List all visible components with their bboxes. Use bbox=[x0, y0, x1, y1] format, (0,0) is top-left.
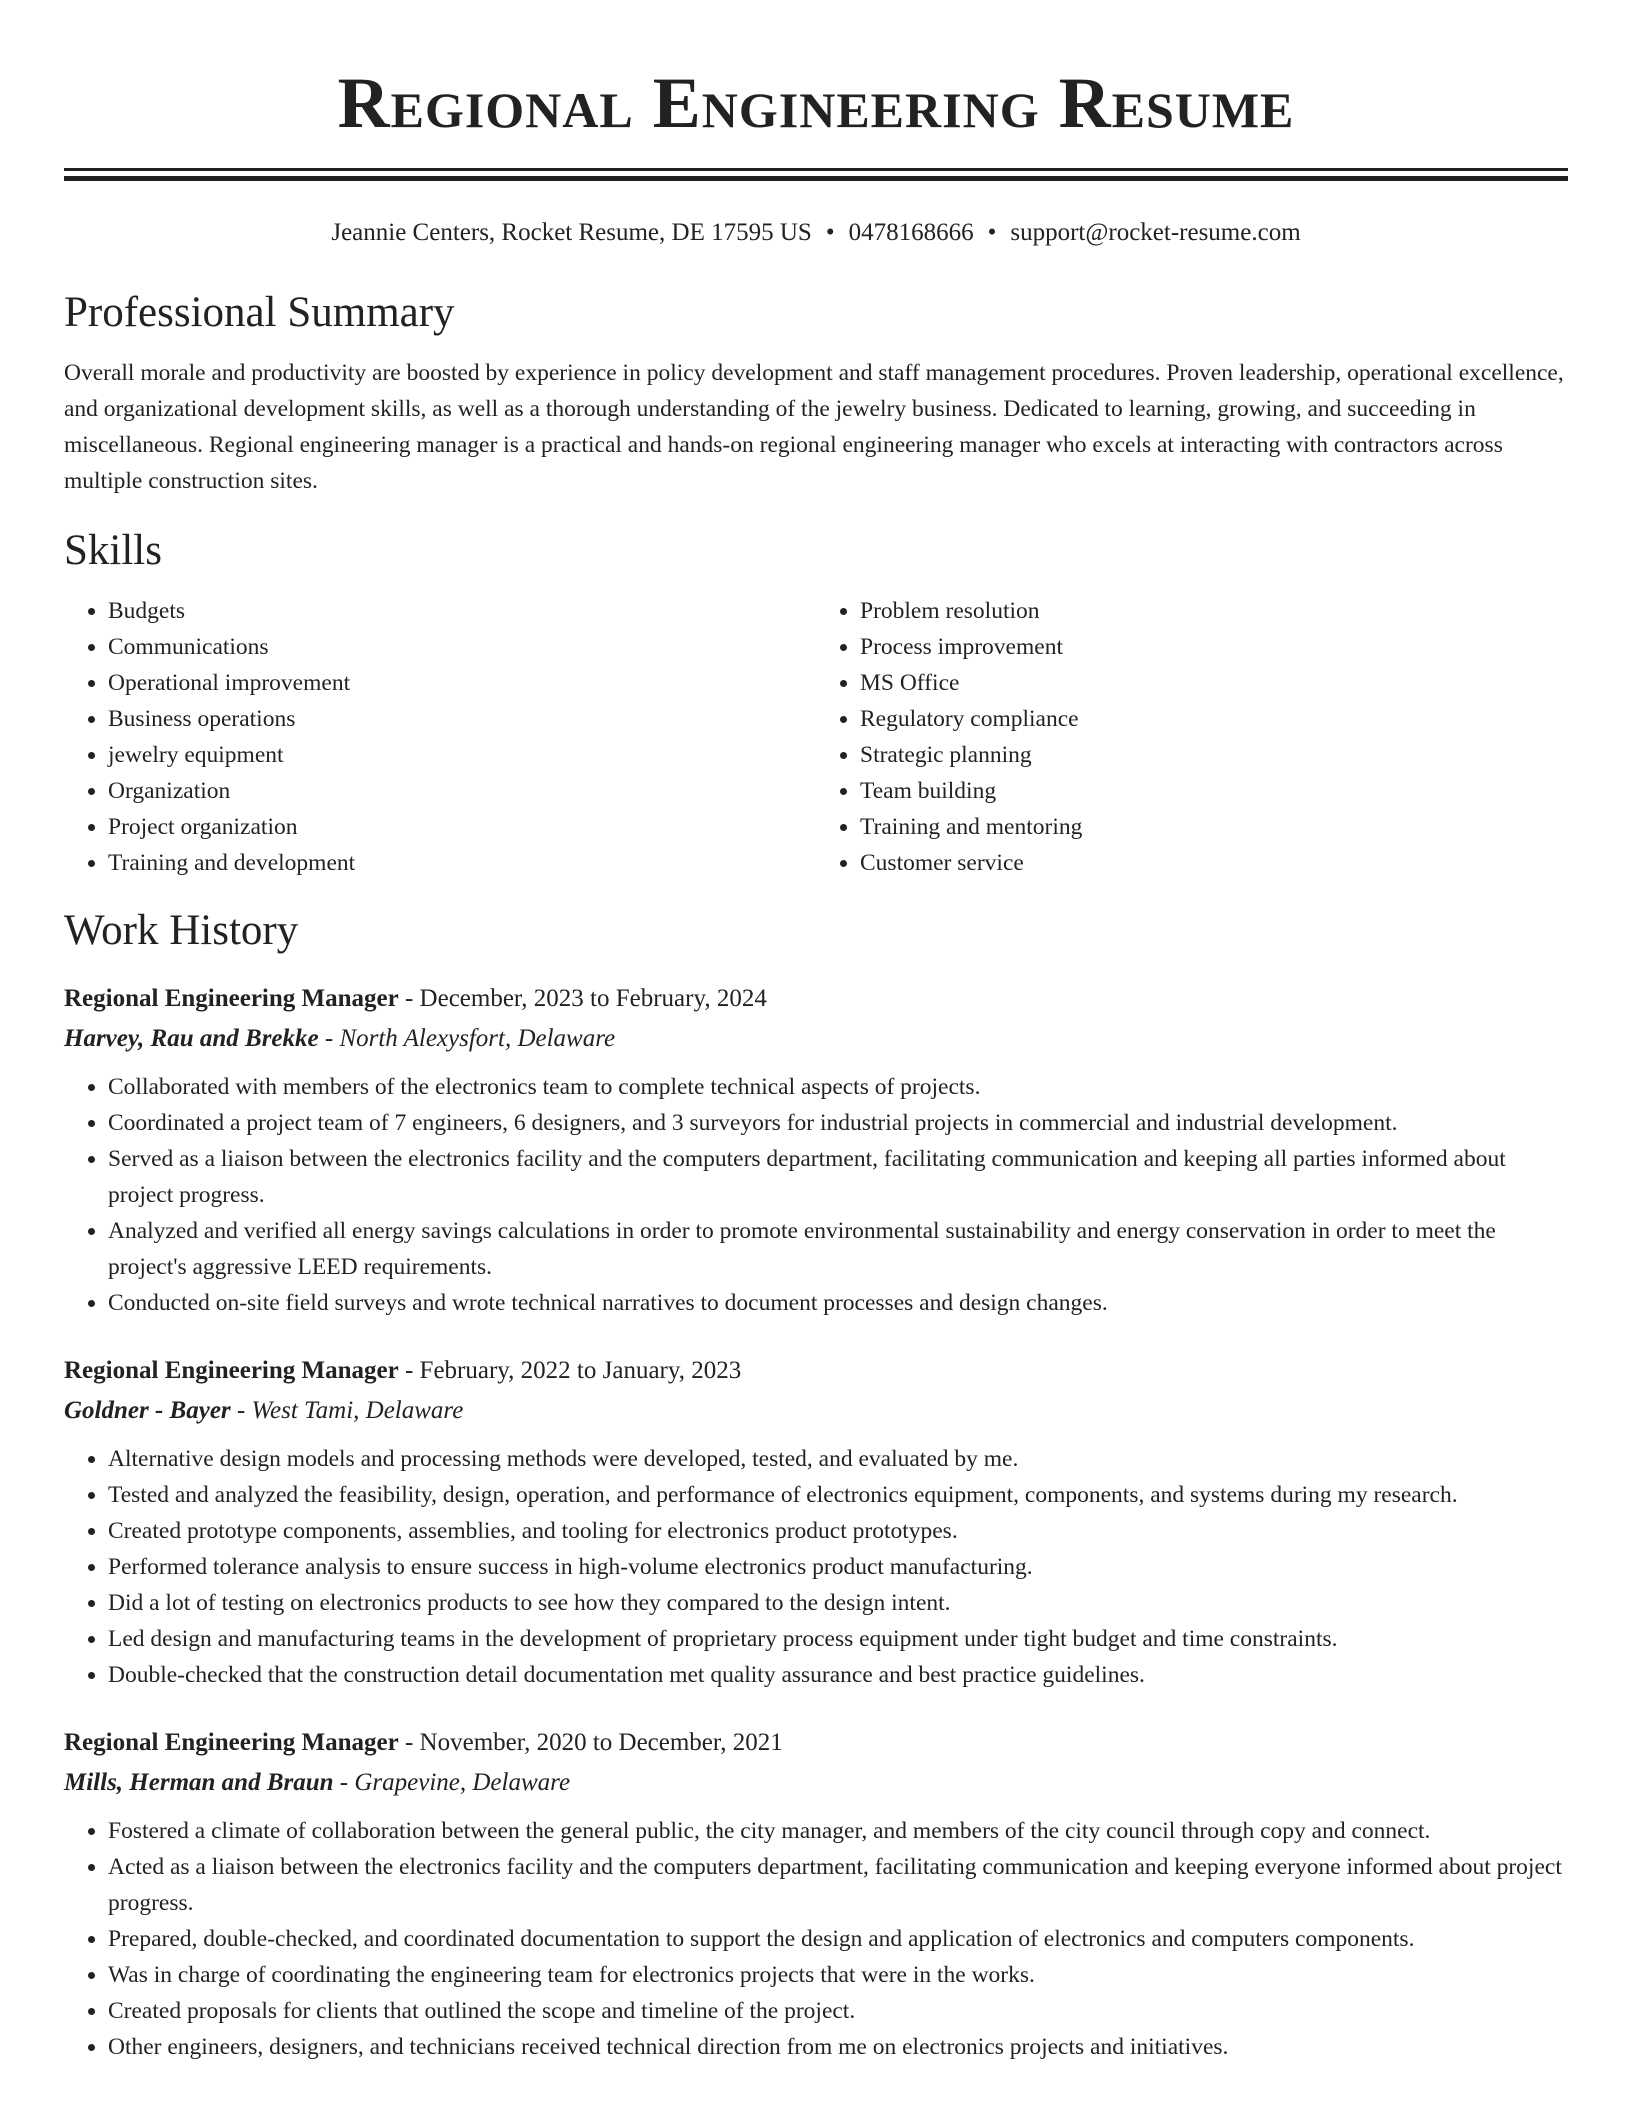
job-header bbox=[64, 1723, 1568, 1763]
job-bullet: • Conducted on-site field surveys and wrote technical narratives to document processes and design changes. bbox=[108, 1285, 1568, 1321]
summary-text: Overall morale and productivity are boosted by experience in policy development and staff management procedures. Proven leadership, operational excellence, and organizational development skills, as well as a thorough understanding of the jewelry business. Dedicated to learning, growing, and succeeding in miscellaneous. Regional engineering manager is a practical and hands-on regional engineering manager who excels at interacting with contractors across multiple construction sites. bbox=[64, 360, 1564, 494]
summary-heading: Professional Summary bbox=[64, 289, 455, 336]
job-company: Goldner - Bayer bbox=[64, 1397, 231, 1424]
skill-item: • Process improvement bbox=[860, 629, 1568, 665]
job-bullet: • Prepared, double-checked, and coordinated documentation to support the design and application of electronics and computers components. bbox=[108, 1921, 1568, 1957]
job-bullet: • Other engineers, designers, and technicians received technical direction from me on electronics projects and initiatives. bbox=[108, 2029, 1568, 2065]
contact-separator: • bbox=[987, 219, 997, 246]
contact-address: Jeannie Centers, Rocket Resume, DE 17595 US bbox=[331, 219, 812, 246]
job-header bbox=[64, 1351, 1568, 1391]
job-bullet: • Did a lot of testing on electronics products to see how they compared to the design intent. bbox=[108, 1585, 1568, 1621]
contact-email: support@rocket-resume.com bbox=[1010, 219, 1301, 246]
job-bullet: • Was in charge of coordinating the engineering team for electronics projects that were in the works. bbox=[108, 1957, 1568, 1993]
skill-item: • jewelry equipment bbox=[108, 737, 816, 773]
job-title: Regional Engineering Manager bbox=[64, 1729, 399, 1756]
job-bullet: • Alternative design models and processing methods were developed, tested, and evaluated by me. bbox=[108, 1441, 1568, 1477]
skill-item: • Customer service bbox=[860, 845, 1568, 881]
skill-item: • Strategic planning bbox=[860, 737, 1568, 773]
job-dates: February, 2022 to January, 2023 bbox=[419, 1357, 742, 1384]
job-company: Mills, Herman and Braun bbox=[64, 1769, 334, 1796]
dash: - bbox=[398, 1357, 420, 1384]
summary-section bbox=[64, 285, 1568, 499]
job-bullet: • Coordinated a project team of 7 engineers, 6 designers, and 3 surveyors for industrial projects in commercial and industrial development. bbox=[108, 1105, 1568, 1141]
dash: - bbox=[230, 1397, 252, 1424]
work-history-section bbox=[64, 903, 1568, 2065]
job-bullet: • Acted as a liaison between the electronics facility and the computers department, facilitating communication and keeping everyone informed about project progress. bbox=[108, 1849, 1568, 1921]
skill-item: • MS Office bbox=[860, 665, 1568, 701]
skills-list-right bbox=[816, 593, 1568, 881]
skills-heading: Skills bbox=[64, 527, 162, 574]
job-employer bbox=[64, 1019, 1568, 1059]
skill-item: • Operational improvement bbox=[108, 665, 816, 701]
job-bullets bbox=[64, 1813, 1568, 2065]
work-history-heading: Work History bbox=[64, 907, 299, 954]
job-bullet: • Created prototype components, assemblies, and tooling for electronics product prototypes. bbox=[108, 1513, 1568, 1549]
skill-item: • Budgets bbox=[108, 593, 816, 629]
resume-title: Regional Engineering Resume bbox=[337, 63, 1295, 143]
dash: - bbox=[398, 985, 420, 1012]
job-bullet: • Created proposals for clients that outlined the scope and timeline of the project. bbox=[108, 1993, 1568, 2029]
skills-section bbox=[64, 523, 1568, 881]
job-header bbox=[64, 979, 1568, 1019]
job-dates: November, 2020 to December, 2021 bbox=[419, 1729, 783, 1756]
job-company: Harvey, Rau and Brekke bbox=[64, 1025, 319, 1052]
dash: - bbox=[333, 1769, 355, 1796]
job-location: West Tami, Delaware bbox=[251, 1397, 464, 1424]
skills-list-left bbox=[64, 593, 816, 881]
job-dates: December, 2023 to February, 2024 bbox=[419, 985, 767, 1012]
job-bullet: • Performed tolerance analysis to ensure success in high-volume electronics product manufacturing. bbox=[108, 1549, 1568, 1585]
skill-item: • Training and mentoring bbox=[860, 809, 1568, 845]
job-bullet: • Tested and analyzed the feasibility, design, operation, and performance of electronics equipment, components, and systems during my research. bbox=[108, 1477, 1568, 1513]
skill-item: • Regulatory compliance bbox=[860, 701, 1568, 737]
job-bullet: • Analyzed and verified all energy savings calculations in order to promote environmental sustainability and energy conservation in order to meet the project's aggressive LEED requirements. bbox=[108, 1213, 1568, 1285]
skill-item: • Team building bbox=[860, 773, 1568, 809]
skill-item: • Training and development bbox=[108, 845, 816, 881]
skill-item: • Communications bbox=[108, 629, 816, 665]
job-entry bbox=[64, 979, 1568, 1321]
job-bullet: • Double-checked that the construction detail documentation met quality assurance and best practice guidelines. bbox=[108, 1657, 1568, 1693]
contact-phone: 0478168666 bbox=[848, 219, 974, 246]
dash: - bbox=[318, 1025, 340, 1052]
job-bullet: • Collaborated with members of the electronics team to complete technical aspects of projects. bbox=[108, 1069, 1568, 1105]
resume-page bbox=[64, 0, 1568, 2065]
job-employer bbox=[64, 1391, 1568, 1431]
job-title: Regional Engineering Manager bbox=[64, 1357, 399, 1384]
contact-line bbox=[64, 215, 1568, 251]
dash: - bbox=[398, 1729, 420, 1756]
title-divider-thick bbox=[64, 176, 1568, 181]
job-bullet: • Led design and manufacturing teams in the development of proprietary process equipment under tight budget and time constraints. bbox=[108, 1621, 1568, 1657]
job-entry bbox=[64, 1723, 1568, 2065]
skill-item: • Business operations bbox=[108, 701, 816, 737]
job-bullets bbox=[64, 1069, 1568, 1321]
job-location: North Alexysfort, Delaware bbox=[339, 1025, 616, 1052]
contact-separator: • bbox=[825, 219, 835, 246]
skill-item: • Project organization bbox=[108, 809, 816, 845]
job-employer bbox=[64, 1763, 1568, 1803]
job-bullets bbox=[64, 1441, 1568, 1693]
skill-item: • Problem resolution bbox=[860, 593, 1568, 629]
job-title: Regional Engineering Manager bbox=[64, 985, 399, 1012]
job-bullet: • Served as a liaison between the electronics facility and the computers department, facilitating communication and keeping all parties informed about project progress. bbox=[108, 1141, 1568, 1213]
job-location: Grapevine, Delaware bbox=[354, 1769, 571, 1796]
skill-item: • Organization bbox=[108, 773, 816, 809]
job-bullet: • Fostered a climate of collaboration between the general public, the city manager, and members of the city council through copy and connect. bbox=[108, 1813, 1568, 1849]
job-entry bbox=[64, 1351, 1568, 1693]
skills-columns bbox=[64, 593, 1568, 881]
title-divider-thin bbox=[64, 168, 1568, 171]
